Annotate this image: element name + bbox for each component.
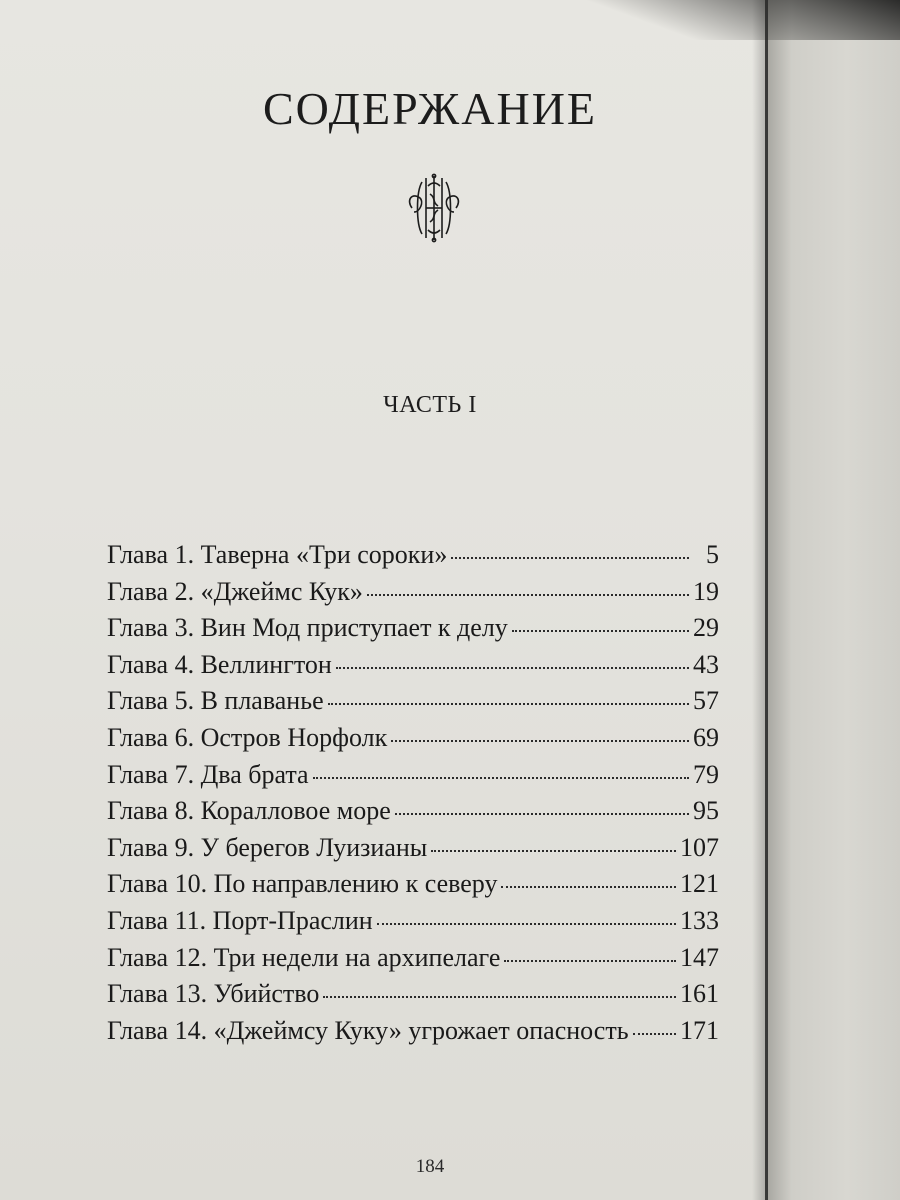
toc-entry-page: 19: [693, 576, 719, 606]
page-title: СОДЕРЖАНИЕ: [262, 83, 598, 134]
toc-dot-leader: [391, 740, 689, 742]
toc-entry-title: Глава 2. «Джеймс Кук»: [107, 576, 363, 606]
monogram-ornament-icon: [402, 172, 466, 244]
toc-entry-page: 171: [680, 1015, 719, 1045]
toc-entry-page: 121: [680, 869, 719, 899]
table-of-contents: [107, 540, 719, 1052]
toc-entry-page: 69: [693, 722, 719, 752]
toc-dot-leader: [323, 996, 676, 998]
toc-entry-page: 133: [680, 905, 719, 935]
toc-entry-title: Глава 1. Таверна «Три сороки»: [107, 540, 448, 569]
toc-entry-page: 95: [693, 796, 719, 826]
toc-entry-title: Глава 10. По направлению к северу: [107, 869, 498, 899]
toc-entry: [107, 540, 719, 577]
toc-dot-leader: [313, 777, 689, 779]
toc-entry-title: Глава 5. В плаванье: [107, 686, 324, 716]
toc-entry: [107, 1016, 719, 1053]
toc-entry-title: Глава 7. Два брата: [107, 759, 309, 789]
toc-entry-title: Глава 4. Веллингтон: [107, 649, 332, 679]
toc-dot-leader: [377, 923, 676, 925]
toc-dot-leader: [501, 886, 676, 888]
toc-entry-page: 79: [693, 759, 719, 789]
toc-entry: [107, 869, 719, 906]
toc-entry-page: 43: [693, 649, 719, 679]
toc-dot-leader: [431, 850, 676, 852]
toc-entry-title: Глава 8. Коралловое море: [107, 796, 391, 826]
toc-entry-title: Глава 12. Три недели на архипелаге: [107, 942, 501, 972]
book-cover-shadow: [560, 0, 900, 40]
toc-entry-page: 29: [693, 613, 719, 643]
toc-dot-leader: [367, 594, 689, 596]
toc-entry: [107, 686, 719, 723]
toc-entry-page: 147: [680, 942, 719, 972]
toc-dot-leader: [451, 557, 689, 559]
toc-dot-leader: [336, 667, 689, 669]
toc-entry-page: 5: [706, 540, 719, 569]
toc-entry-page: 107: [680, 832, 719, 862]
toc-entry: [107, 760, 719, 797]
toc-entry-title: Глава 14. «Джеймсу Куку» угрожает опасность: [107, 1015, 629, 1045]
toc-dot-leader: [512, 630, 689, 632]
toc-entry: [107, 577, 719, 614]
toc-entry: [107, 833, 719, 870]
toc-dot-leader: [504, 960, 676, 962]
toc-dot-leader: [633, 1033, 676, 1035]
toc-entry-title: Глава 3. Вин Мод приступает к делу: [107, 613, 508, 643]
toc-entry: [107, 943, 719, 980]
toc-entry: [107, 650, 719, 687]
toc-entry: [107, 906, 719, 943]
toc-entry-page: 57: [693, 686, 719, 716]
toc-dot-leader: [328, 703, 689, 705]
page-number: 184: [415, 1156, 445, 1177]
toc-entry-title: Глава 11. Порт-Праслин: [107, 905, 373, 935]
adjacent-page-edge: [768, 0, 900, 1200]
toc-entry: [107, 723, 719, 760]
part-heading: ЧАСТЬ I: [383, 392, 477, 418]
toc-entry: [107, 613, 719, 650]
toc-dot-leader: [395, 813, 689, 815]
toc-entry-page: 161: [680, 979, 719, 1009]
toc-entry-title: Глава 6. Остров Норфолк: [107, 722, 388, 752]
toc-entry-title: Глава 13. Убийство: [107, 979, 320, 1009]
page-gutter-shadow: [752, 0, 768, 1200]
toc-entry-title: Глава 9. У берегов Луизианы: [107, 832, 428, 862]
toc-entry: [107, 979, 719, 1016]
toc-entry: [107, 796, 719, 833]
